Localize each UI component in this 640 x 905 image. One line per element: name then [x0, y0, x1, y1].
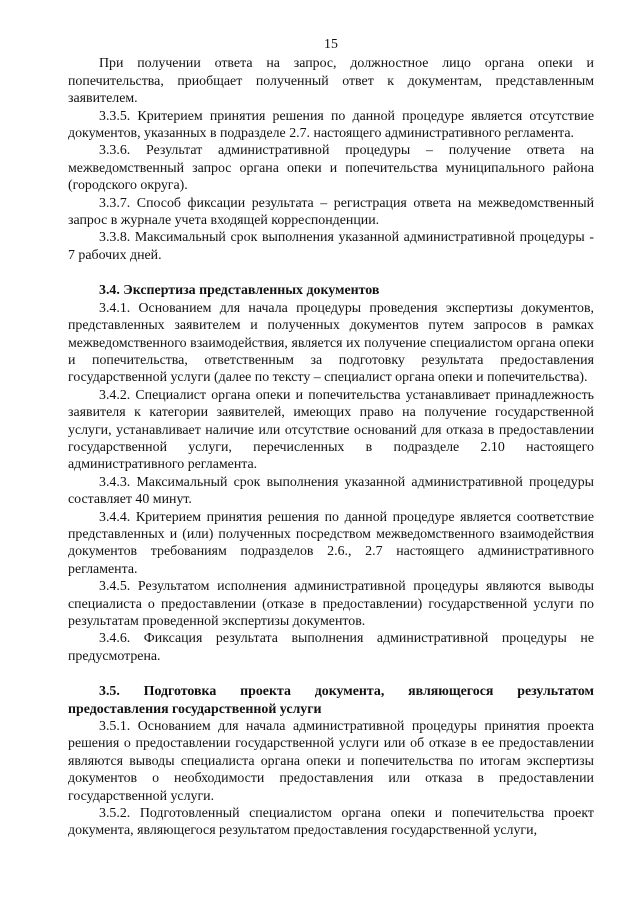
paragraph-response-attach: При получении ответа на запрос, должностное лицо органа опеки и попечительства, приобщает полученный ответ к документам, представленным заявителем. — [68, 56, 594, 107]
paragraph-3-4-6: 3.4.6. Фиксация результата выполнения административной процедуры не предусмотрена. — [68, 631, 594, 664]
paragraph-3-4-5: 3.4.5. Результатом исполнения административной процедуры являются выводы специалиста о предоставлении (отказе в предоставлении) государственной услуги по результатам проведенной экспертизы документов. — [68, 579, 594, 629]
paragraph-3-5-2: 3.5.2. Подготовленный специалистом органа опеки и попечительства проект документа, являющегося результатом предоставления государственной услуги, — [68, 806, 594, 839]
paragraph-3-3-8: 3.3.8. Максимальный срок выполнения указанной административной процедуры - 7 рабочих дней. — [68, 230, 594, 263]
paragraph-3-3-5: 3.3.5. Критерием принятия решения по данной процедуре является отсутствие документов, указанных в подразделе 2.7. настоящего административного регламента. — [68, 108, 594, 142]
paragraph-3-5-1: 3.5.1. Основанием для начала административной процедуры принятия проекта решения о предоставлении государственной услуги или об отказе в ее предоставлении являются выводы специалиста органа опеки и попечительства по итогам экспертизы документов о необходимости предоставления или отказа в предоставлении государственной услуги. — [68, 719, 594, 804]
paragraph-3-4-2: 3.4.2. Специалист органа опеки и попечительства устанавливает принадлежность заявителя к категории заявителей, имеющих право на получение государственной услуги, устанавливает наличие или отсутствие оснований для отказа в предоставлении государственной услуги, перечисленных в подразделе 2.10 настоящего административного регламента. — [68, 387, 594, 473]
section-spacer — [68, 665, 594, 683]
section-spacer — [68, 264, 594, 282]
section-heading-3-5: 3.5. Подготовка проекта документа, являющегося результатом предоставления государственной услуги — [68, 684, 594, 717]
paragraph-3-4-3: 3.4.3. Максимальный срок выполнения указанной административной процедуры составляет 40 минут. — [68, 474, 594, 508]
section-heading-3-4: 3.4. Экспертиза представленных документов — [99, 283, 380, 299]
paragraph-3-3-7: 3.3.7. Способ фиксации результата – регистрация ответа на межведомственный запрос в журнале учета входящей корреспонденции. — [68, 195, 594, 229]
paragraph-3-3-6: 3.3.6. Результат административной процедуры – получение ответа на межведомственный запрос органа опеки и попечительства муниципального района (городского округа). — [68, 143, 594, 194]
paragraph-3-4-1: 3.4.1. Основанием для начала процедуры проведения экспертизы документов, представленных заявителем и полученных документов путем запросов в рамках межведомственного взаимодействия, является их получение специалистом органа опеки и попечительства, ответственным за подготовку результата предоставления государственной услуги (далее по тексту – специалист органа опеки и попечительства). — [68, 300, 594, 386]
paragraph-3-4-4: 3.4.4. Критерием принятия решения по данной процедуре является соответствие представленных и (или) полученных посредством межведомственного взаимодействия документов требованиям подразделов 2.6., 2.7 настоящего административного регламента. — [68, 509, 594, 577]
page-number: 15 — [324, 37, 338, 52]
